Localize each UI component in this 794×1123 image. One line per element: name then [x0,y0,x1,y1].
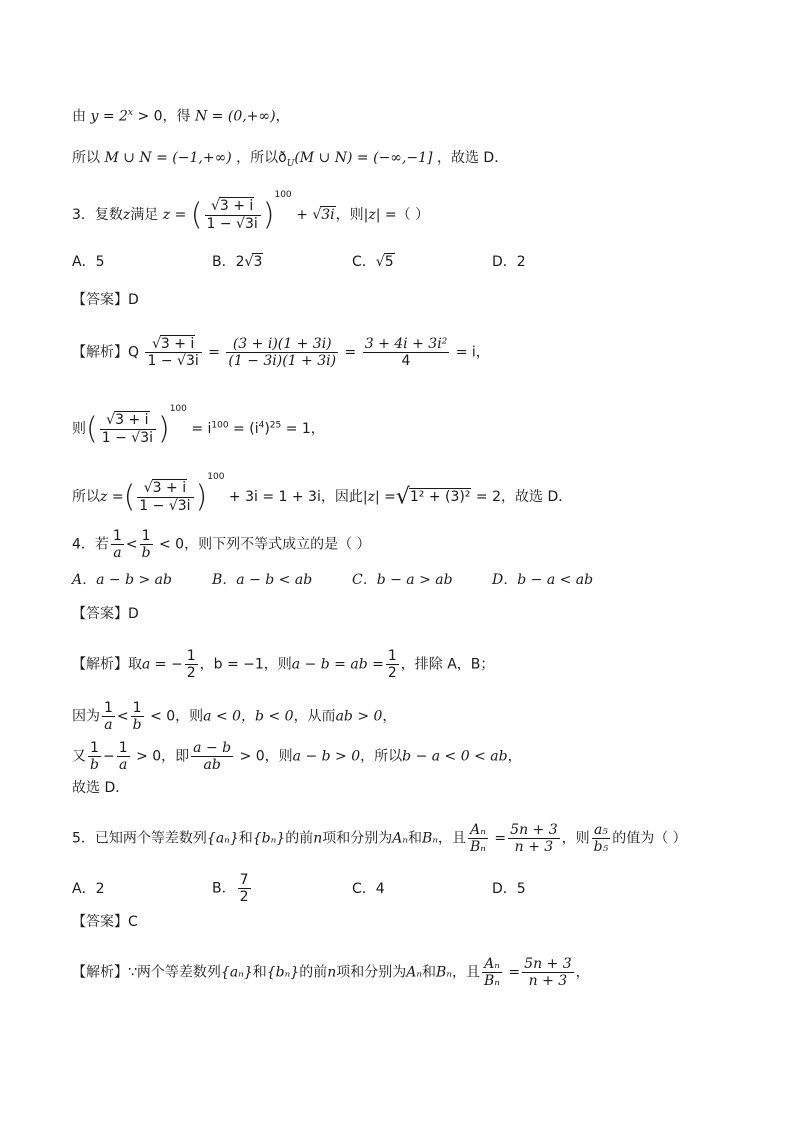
q3-solution-2: 则( $\frac{√3 + i}{1 - √3i}$ )$^{100} = i^{100} = (i^4)^{25} = 1$， [72,404,325,447]
q3-solution-1: 【解析】Q $\frac{√3 + i}{1 - √3i}$ = $\frac{(3 + i)(1 + 3i)}{(1 - 3i)(1 + 3i)}$ = $\frac{\text{3 + 4i + 3i²}}{4}$ = i， [72,336,490,370]
q4-options [72,572,632,590]
solution-label: 【解析】Q [72,344,140,361]
option-b: B．a − b < ab [212,572,313,588]
exponent: 100 [274,190,292,200]
math-union: M ∪ N = (−1,+∞) [104,150,232,166]
frac-num: 3 + i [219,198,254,215]
math-n: N = (0,+∞) [194,108,276,125]
text: ，则 [335,207,364,223]
text: ，所以 [236,150,279,166]
complement-symbol: ð [278,150,287,166]
q4-solution-1: 【解析】取a = − $\frac{1}{2}$ ，b = −1，则a − b = ab = $\frac{1}{2}$ ，排除 A，B； [72,648,495,682]
option-b: B． $\frac{7}{2}$ [212,872,249,906]
text: = i， [451,344,490,361]
frac-den: 1 − [206,215,237,232]
option-a: A．2 [72,880,105,897]
q5-stem: 5．已知两个等差数列{aₙ}和{bₙ}的前n项和分别为Aₙ和Bₙ，且 $\frac{\text{Aₙ}}{\text{Bₙ}}$ = $\frac{5n + 3}{n + 3}$ ，则 $\frac{\text{a₅}}{\text{b₅}}$ 的值为（ ） [72,822,687,856]
frac-den-rad: 3i [244,215,258,232]
math-abs: |z| = [363,207,397,223]
line-1 [72,108,290,126]
option-d: D．5 [492,880,526,897]
text: > 0，得 [137,108,191,125]
text: 所以 [72,150,100,166]
q3-fraction: $\frac{√3 + i}{1 - √3i}$ [205,198,261,231]
math-sub: U [286,158,295,169]
text: ， [275,108,290,125]
text: = 2，故选 D． [471,489,573,505]
math-z: z = [100,489,124,505]
option-b: B．2√3 [212,254,263,270]
math-y-eq: y = 2 [90,108,128,125]
frac-num: (3 + i)(1 + 3i) [232,336,332,352]
option-c: C．√5 [352,254,394,270]
text: + 3i = 1 + 3i，因此 [224,489,363,505]
math-z: z [122,207,131,223]
text: 所以 [72,489,100,505]
text: 满足 [130,207,159,223]
text: 则 [72,421,86,437]
q5-solution-1: 【解析】∵两个等差数列{aₙ}和{bₙ}的前n项和分别为Aₙ和Bₙ，且 $\frac{\text{Aₙ}}{\text{Bₙ}}$ = $\frac{5n + 3}{n + 3}$ ， [72,956,590,990]
text: + [296,207,313,223]
text: 由 [72,108,86,125]
frac-den: (1 − 3i)(1 + 3i) [228,353,337,370]
option-a: A．a − b > ab [72,572,172,588]
q4-answer: 【答案】D [72,606,139,622]
q4-solution-4: 故选 D． [72,780,130,796]
q4-solution-3: 又 $\frac{1}{b}$ − $\frac{1}{a}$ > 0，即 $\frac{a - b}{ab}$ > 0，则a − b > 0，所以b − a < 0 < ab， [72,740,522,774]
question-number: 4．若 [72,536,109,553]
math-abs: |z| = [362,489,396,505]
frac-num: 3 + 4i + 3i² [364,336,448,352]
option-c: C．b − a > ab [352,572,453,588]
q4-solution-2: 因为 $\frac{1}{a}$ < $\frac{1}{b}$ < 0，则a < 0，b < 0，从而ab > 0， [72,700,397,734]
q3-options [72,254,632,272]
answer-paren: （ ） [396,207,430,223]
q3-answer: 【答案】D [72,292,139,308]
q3-stem: 3．复数z满足 z = ( $\frac{√3 + i}{1 - √3i}$ )$^{100}$ + √3i，则|z| =（ ） [72,190,430,233]
q4-stem: 4．若 $\frac{1}{a}$ < $\frac{1}{b}$ < 0，则下列不等式成立的是（ ） [72,528,371,562]
text: < 0，则下列不等式成立的是（ ） [154,536,371,553]
math-complement: (M ∪ N) = (−∞,−1] [294,150,433,166]
math-sup: x [127,108,133,118]
q3-solution-3: 所以z =( $\frac{√3 + i}{1 - √3i}$ )$^{100}$ + 3i = 1 + 3i，因此|z| =√1² + (3)² = 2，故选 D． [72,472,573,515]
option-a: A．5 [72,254,105,270]
q5-options [72,872,632,905]
frac-den: 4 [363,352,450,369]
option-d: D．b − a < ab [492,572,594,588]
math-rad: 3i [321,207,335,223]
option-d: D．2 [492,254,526,270]
math-root: 1² + (3)² [409,489,471,505]
line-2 [72,150,508,170]
q5-answer: 【答案】C [72,914,138,930]
option-c: C．4 [352,880,385,897]
question-number: 3．复数 [72,207,123,223]
text: ，故选 D． [436,150,509,166]
